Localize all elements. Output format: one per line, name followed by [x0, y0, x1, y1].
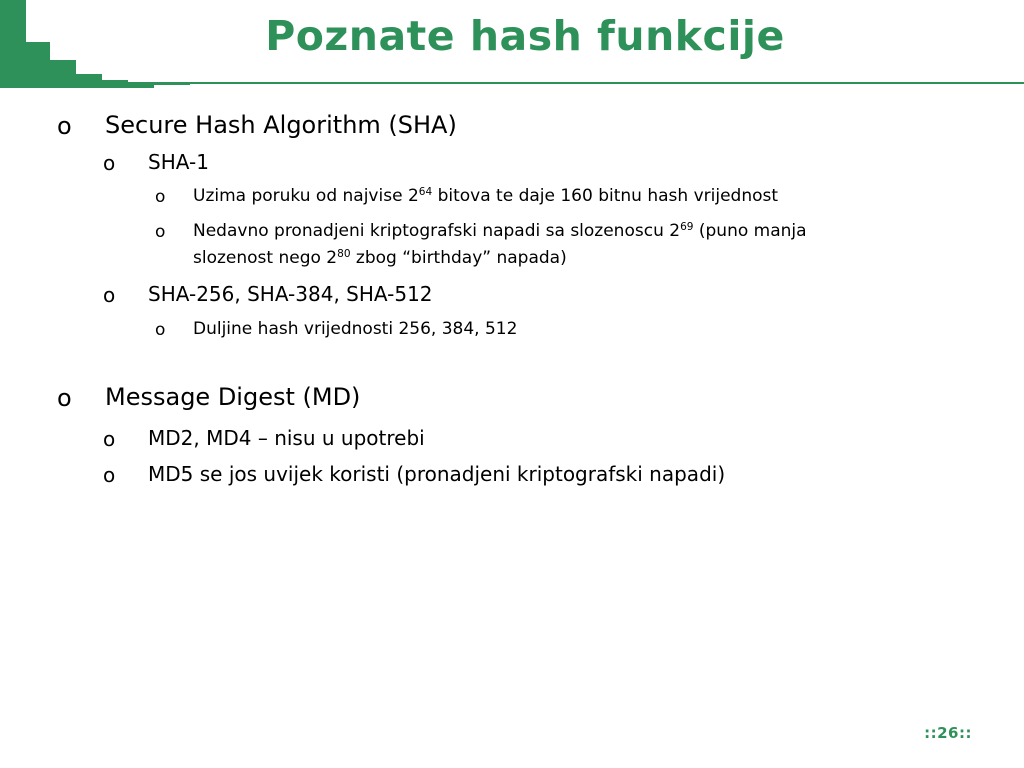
text-part: (puno manja	[693, 221, 807, 241]
bullet-sha1-point2-line2	[193, 245, 567, 273]
page-number: ::26::	[924, 724, 972, 742]
bullet-sha1: SHA-1	[148, 150, 209, 174]
exponent: 64	[418, 186, 433, 199]
bullet-sha1-point2-line1	[193, 218, 807, 246]
bullet-marker: o	[155, 320, 166, 340]
slide-title: Poznate hash funkcije	[265, 12, 785, 60]
bullet-sha1-point1	[193, 183, 778, 211]
bullet-marker: o	[103, 283, 116, 307]
bullet-marker: o	[103, 463, 116, 487]
bullet-md-item1: MD2, MD4 – nisu u upotrebi	[148, 426, 425, 450]
exponent: 69	[680, 221, 694, 234]
text-part: Nedavno pronadjeni kriptografski napadi sa slozenoscu 2	[193, 221, 681, 241]
text-part: bitova te daje 160 bitnu hash vrijednost	[432, 186, 779, 206]
bullet-sha-heading: Secure Hash Algorithm (SHA)	[105, 111, 457, 139]
bullet-marker: o	[155, 187, 166, 207]
bullet-md-item2: MD5 se jos uvijek koristi (pronadjeni kriptografski napadi)	[148, 462, 726, 486]
text-part: slozenost nego 2	[193, 248, 338, 268]
bullet-marker: o	[103, 427, 116, 451]
text-part: Uzima poruku od najvise 2	[193, 186, 419, 206]
title-frame	[24, 0, 1024, 84]
bullet-md-heading: Message Digest (MD)	[105, 383, 361, 411]
bullet-marker: o	[57, 112, 72, 140]
text-part: zbog “birthday” napada)	[350, 248, 567, 268]
bullet-marker: o	[155, 222, 166, 242]
bullet-marker: o	[57, 384, 72, 412]
exponent: 80	[337, 248, 351, 261]
bullet-sha2: SHA-256, SHA-384, SHA-512	[148, 282, 433, 306]
bullet-marker: o	[103, 151, 116, 175]
bullet-sha2-point1: Duljine hash vrijednosti 256, 384, 512	[193, 319, 518, 339]
